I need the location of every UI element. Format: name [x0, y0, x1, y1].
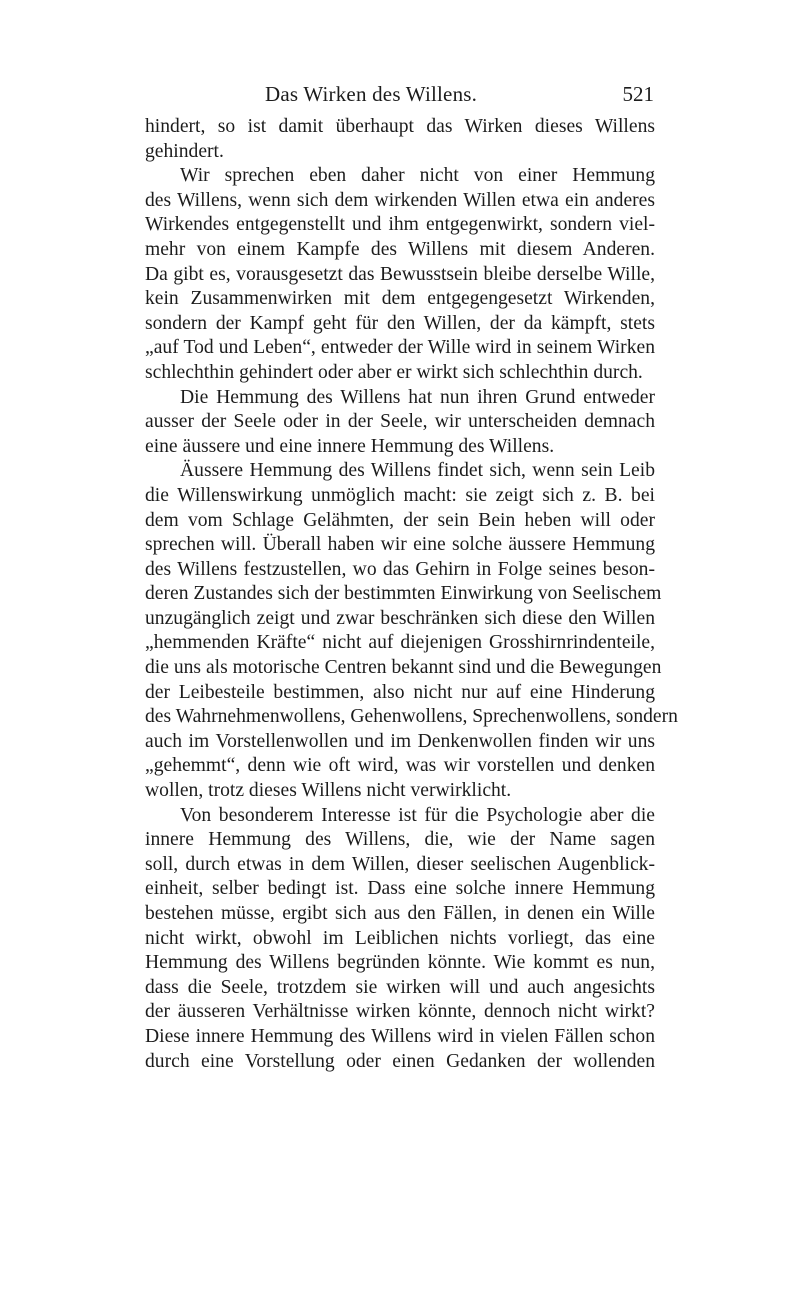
text-line: durch eine Vorstellung oder einen Gedanken der wollenden — [145, 1050, 655, 1072]
text-line: Diese innere Hemmung des Willens wird in vielen Fällen schon — [145, 1025, 655, 1047]
text-line: deren Zustandes sich der bestimmten Einwirkung von Seelischem — [145, 583, 662, 605]
text-line: des Willens, wenn sich dem wirkenden Willen etwa ein anderes — [145, 189, 655, 211]
text-line: kein Zusammenwirken mit dem entgegengesetzt Wirkenden, — [145, 288, 655, 310]
running-head — [0, 82, 800, 108]
text-line: nicht wirkt, obwohl im Leiblichen nichts vorliegt, das eine — [145, 927, 655, 949]
text-line: auch im Vorstellenwollen und im Denkenwollen finden wir uns — [145, 730, 655, 752]
text-line: Wirkendes entgegenstellt und ihm entgegenwirkt, sondern viel- — [145, 214, 655, 236]
text-line: Die Hemmung des Willens hat nun ihren Grund entweder — [180, 386, 655, 408]
text-line: Hemmung des Willens begründen könnte. Wie kommt es nun, — [145, 952, 655, 974]
text-line: eine äussere und eine innere Hemmung des Willens. — [145, 435, 555, 457]
text-line: einheit, selber bedingt ist. Dass eine solche innere Hemmung — [145, 878, 655, 900]
text-line: der Leibesteile bestimmen, also nicht nur auf eine Hinderung — [145, 681, 655, 703]
text-line: schlechthin gehindert oder aber er wirkt sich schlechthin durch. — [145, 361, 643, 383]
text-line: die Willenswirkung unmöglich macht: sie zeigt sich z. B. bei — [145, 484, 655, 506]
text-line: wollen, trotz dieses Willens nicht verwirklicht. — [145, 780, 512, 802]
text-line: Da gibt es, vorausgesetzt das Bewusstsein bleibe derselbe Wille, — [145, 263, 655, 285]
text-line: bestehen müsse, ergibt sich aus den Fällen, in denen ein Wille — [145, 903, 655, 924]
text-line: des Wahrnehmenwollens, Gehenwollens, Sprechenwollens, sondern — [145, 706, 678, 728]
text-line: sprechen will. Überall haben wir eine solche äussere Hemmung — [145, 534, 655, 556]
text-line: Wir sprechen eben daher nicht von einer Hemmung — [180, 165, 655, 187]
text-line: mehr von einem Kampfe des Willens mit diesem Anderen. — [145, 238, 655, 260]
page-number: 521 — [622, 82, 654, 106]
text-line: ausser der Seele oder in der Seele, wir unterscheiden demnach — [145, 411, 655, 433]
text-line: die uns als motorische Centren bekannt sind und die Bewegungen — [145, 657, 662, 679]
text-line: unzugänglich zeigt und zwar beschränken sich diese den Willen — [145, 607, 655, 629]
text-line: der äusseren Verhältnisse wirken könnte, dennoch nicht wirkt? — [145, 1001, 655, 1023]
text-line: des Willens festzustellen, wo das Gehirn in Folge seines beson- — [145, 558, 655, 580]
text-line: dass die Seele, trotzdem sie wirken will und auch angesichts — [145, 976, 655, 998]
text-line: „hemmenden Kräfte“ nicht auf diejenigen Grosshirnrindenteile, — [145, 632, 655, 654]
text-line: „auf Tod und Leben“, entweder der Wille wird in seinem Wirken — [145, 337, 655, 359]
running-title: Das Wirken des Willens. — [265, 82, 478, 106]
text-line: Äussere Hemmung des Willens findet sich, wenn sein Leib — [180, 460, 655, 482]
text-line: gehindert. — [145, 140, 224, 162]
body-text — [145, 115, 678, 1074]
text-line: dem vom Schlage Gelähmten, der sein Bein heben will oder — [145, 509, 655, 531]
text-line: hindert, so ist damit überhaupt das Wirken dieses Willens — [145, 116, 655, 137]
text-line: soll, durch etwas in dem Willen, dieser seelischen Augenblick- — [145, 853, 655, 875]
text-line: sondern der Kampf geht für den Willen, der da kämpft, stets — [145, 312, 655, 334]
text-line: „gehemmt“, denn wie oft wird, was wir vorstellen und denken — [145, 755, 655, 777]
text-line: Von besonderem Interesse ist für die Psychologie aber die — [180, 804, 655, 826]
text-line: innere Hemmung des Willens, die, wie der Name sagen — [145, 829, 655, 851]
